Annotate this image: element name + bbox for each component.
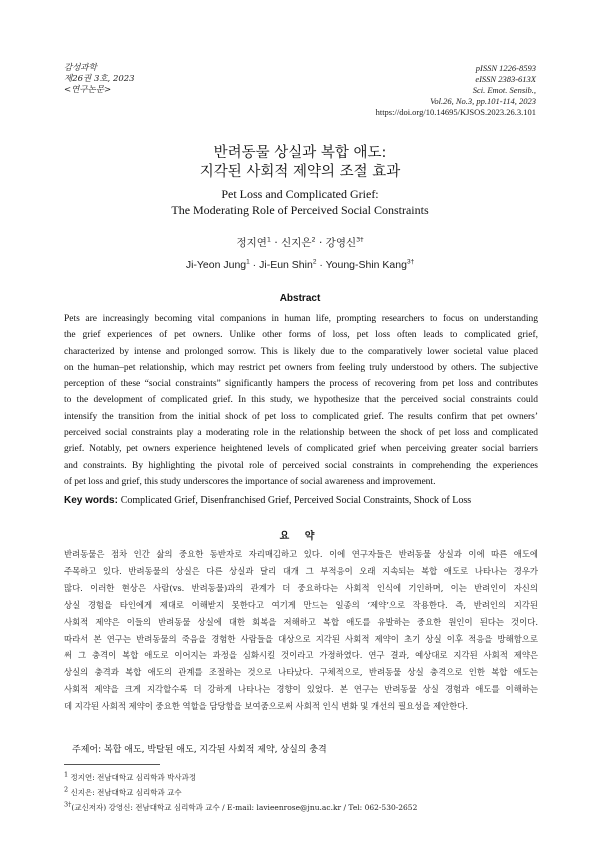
abstract-line: grief. Notably, pet owners experience heightened levels of complicated grief when perceiving greater social barriers bbox=[64, 444, 538, 455]
journal-abbrev: Sci. Emot. Sensib., bbox=[472, 85, 536, 95]
footnote-mark: 3† bbox=[64, 800, 72, 809]
korean-abstract-line: 많다. 이러한 현상은 사람(vs. 반려동물)과의 관계가 더 중요하다는 사회적 인식에 기인하며, 이는 반려인이 자신의 bbox=[64, 582, 538, 593]
author-separator: · bbox=[315, 237, 326, 249]
author-name: Young-Shin Kang bbox=[325, 259, 407, 271]
author-affiliation-mark: 1 bbox=[266, 235, 272, 244]
korean-abstract-line: 데 지각된 사회적 제약이 중요한 역할을 담당함을 보여줌으로써 사회적 인식 변화 및 개선의 필요성을 제안한다. bbox=[64, 701, 468, 712]
abstract-line: to the development of complicated grief. In this study, we hypothesize that the perceived social constraints could bbox=[64, 395, 538, 406]
korean-abstract-body bbox=[64, 546, 538, 715]
korean-abstract-line: 상실 경험을 타인에게 제대로 이해받지 못한다고 여기게 만드는 일종의 ‘제약’으로 작용한다. 즉, 반려인의 지각된 bbox=[64, 599, 538, 610]
korean-abstract-line: 상실의 충격과 복합 애도의 관계를 조절하는 것으로 나타났다. 구체적으로, 반려동물 상실 충격으로 인한 복합 애도는 bbox=[64, 667, 538, 678]
abstract-line: perception of these “social constraints” significantly hampers the process of recovering from pet loss and contributes bbox=[64, 379, 538, 390]
abstract-line: and constraints. By highlighting the pivotal role of perceived social constraints in comprehending the experiences bbox=[64, 460, 538, 471]
footnote-text: 신지은: 전남대학교 심리학과 교수 bbox=[68, 788, 182, 797]
author-separator: · bbox=[271, 237, 282, 249]
footnote bbox=[64, 800, 417, 815]
footnote-mark: 2 bbox=[64, 785, 69, 794]
author-name: 강영신 bbox=[325, 237, 357, 249]
author-affiliation-mark: 1 bbox=[246, 258, 250, 266]
korean-abstract-heading: 요 약 bbox=[279, 531, 321, 542]
korean-abstract-line: 사회적 제약은 이들의 반려동물 상실에 대한 회복을 저해하고 복합 애도를 유발하는 중요한 원인이 된다는 것이다. bbox=[64, 616, 538, 627]
author-affiliation-mark: 3† bbox=[356, 235, 364, 244]
journal-name-ko: 감성과학 bbox=[64, 63, 97, 73]
footnotes bbox=[64, 770, 417, 815]
volume-pages: Vol.26, No.3, pp.101-114, 2023 bbox=[430, 96, 536, 106]
article-type: <연구논문> bbox=[64, 85, 112, 95]
abstract-line: on the human–pet relationship, which may restrict pet owners from feeling truly understood by others. The subjective bbox=[64, 362, 538, 373]
title-english-line-2: The Moderating Role of Perceived Social Constraints bbox=[171, 203, 429, 217]
title-english-line-1: Pet Loss and Complicated Grief: bbox=[221, 187, 379, 201]
abstract-line: of pet loss and grief, this study underscores the importance of social awareness and improvement. bbox=[64, 476, 436, 487]
korean-abstract-line: 사회적 제약을 크게 지각할수록 더 강하게 나타나는 경향이 있었다. 본 연구는 반려동물 상실 경험과 애도를 이해하는 bbox=[64, 684, 538, 695]
footnote bbox=[64, 785, 417, 800]
footnote-text: 정지연: 전남대학교 심리학과 박사과정 bbox=[68, 773, 197, 782]
korean-abstract-line: 써 그 충격이 복합 애도로 이어지는 과정을 심화시킬 것이라고 가정하였다. 연구 결과, 예상대로 지각된 사회적 제약은 bbox=[64, 650, 538, 661]
author-separator: · bbox=[249, 259, 260, 271]
title-korean-line-1: 반려동물 상실과 복합 애도: bbox=[213, 145, 387, 161]
keywords-label: Key words: bbox=[64, 495, 118, 506]
author-name: 신지은 bbox=[281, 237, 312, 249]
journal-header-left bbox=[64, 63, 135, 96]
keywords-english bbox=[64, 495, 538, 506]
keywords-korean-label: 주제어: bbox=[72, 745, 102, 755]
abstract-line: the grief experiences of pet owners. Unlike other forms of loss, pet loss often leads to complicated grief, bbox=[64, 330, 538, 341]
footnote-text: (교신저자) 강영신: 전남대학교 심리학과 교수 / E-mail: lavieenrose@jnu.ac.kr / Tel: 062-530-2652 bbox=[71, 803, 418, 812]
keywords-value: Complicated Grief, Disenfranchised Grief, Perceived Social Constraints, Shock of Loss bbox=[120, 495, 472, 506]
doi-link[interactable]: https://doi.org/10.14695/KJSOS.2023.26.3.101 bbox=[375, 107, 536, 117]
footnote-mark: 1 bbox=[64, 770, 69, 779]
authors-korean bbox=[0, 236, 600, 250]
korean-abstract-line: 따라서 본 연구는 반려동물의 죽음을 경험한 사람들을 대상으로 지각된 사회적 제약이 초기 상실 이후 적응을 방해함으로 bbox=[64, 633, 538, 644]
author-affiliation-mark: 3† bbox=[406, 258, 415, 266]
pissn: pISSN 1226-8593 bbox=[475, 63, 536, 73]
journal-header-right bbox=[376, 63, 536, 118]
journal-volume-ko: 제26권 3호, 2023 bbox=[64, 74, 135, 84]
author-affiliation-mark: 2 bbox=[311, 235, 316, 244]
abstract-line: Pets are increasingly becoming vital companions in human life, prompting researchers to focus on understanding bbox=[64, 314, 538, 324]
korean-abstract-line: 주목하고 있다. 반려동물의 상실은 다른 상실과 달리 대개 그 부적응이 오래 지속되는 복합 애도로 나타나는 경우가 bbox=[64, 565, 538, 576]
keywords-korean bbox=[72, 742, 327, 755]
footnote-divider bbox=[64, 764, 160, 765]
abstract-line: characterized by intense and prolonged sorrow. This is likely due to the comparatively lower societal value placed bbox=[64, 346, 538, 357]
footnote bbox=[64, 770, 417, 785]
abstract-line: intensify the transition from the initial shock of pet loss to complicated grief. The results confirm that pet owners’ bbox=[64, 411, 538, 422]
author-separator: · bbox=[316, 259, 326, 271]
author-name: Ji-Yeon Jung bbox=[185, 259, 247, 271]
title-korean-line-2: 지각된 사회적 제약의 조절 효과 bbox=[199, 164, 401, 180]
abstract-heading: Abstract bbox=[279, 293, 321, 304]
author-affiliation-mark: 2 bbox=[312, 258, 317, 266]
keywords-korean-value: 복합 애도, 박탈된 애도, 지각된 사회적 제약, 상실의 충격 bbox=[104, 745, 327, 755]
author-name: 정지연 bbox=[236, 237, 267, 249]
korean-abstract-line: 반려동물은 점차 인간 삶의 중요한 동반자로 자리매김하고 있다. 이에 연구자들은 반려동물 상실과 이에 따른 애도에 bbox=[64, 549, 538, 559]
abstract-line: perceived social constraints play a moderating role in the relationship between the shock of pet loss and complicated bbox=[64, 428, 538, 439]
abstract-body bbox=[64, 311, 538, 490]
authors-english bbox=[0, 258, 600, 272]
eissn: eISSN 2383-613X bbox=[475, 74, 536, 84]
author-name: Ji-Eun Shin bbox=[259, 259, 313, 271]
